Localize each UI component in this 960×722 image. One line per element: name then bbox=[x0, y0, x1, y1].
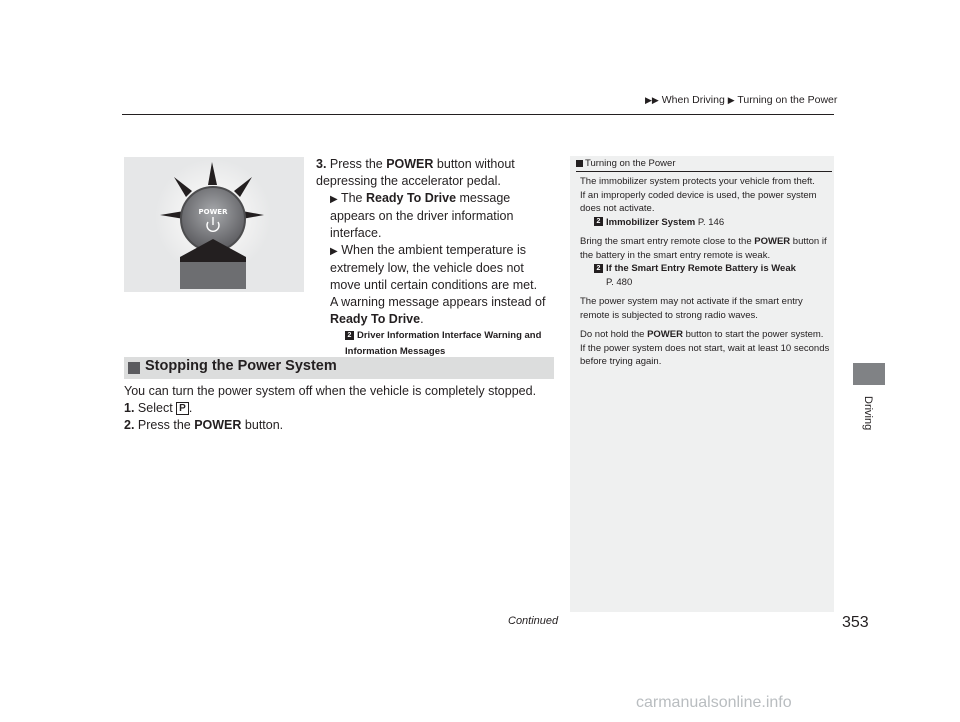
bullet-text: A warning message appears instead of bbox=[330, 295, 546, 309]
bullet-text: . bbox=[420, 312, 424, 326]
step-number: 3. bbox=[316, 157, 327, 171]
page-number: 353 bbox=[842, 614, 869, 631]
breadcrumb-arrow-icon: ▶ bbox=[727, 95, 735, 105]
step-3-text bbox=[316, 156, 556, 190]
reference-icon: 2 bbox=[594, 217, 603, 226]
illustration-power-label: POWER bbox=[198, 208, 228, 216]
step-text: button. bbox=[241, 418, 284, 432]
note-panel bbox=[570, 156, 834, 612]
note-reference[interactable] bbox=[580, 216, 830, 230]
step-text: Select bbox=[137, 401, 177, 415]
reference-icon: 2 bbox=[594, 264, 603, 273]
note-rule bbox=[576, 171, 832, 172]
note-text: button if the battery in the smart entry remote is weak. bbox=[580, 236, 827, 261]
step-number: 2. bbox=[124, 418, 135, 432]
stop-step-1 bbox=[124, 400, 554, 417]
breadcrumb-arrow-icon: ▶▶ bbox=[645, 95, 659, 105]
step-3-bullet-2 bbox=[316, 242, 556, 328]
continued-label: Continued bbox=[508, 615, 559, 627]
step-3-bullet-1 bbox=[316, 190, 556, 242]
step-text: button without depressing the accelerator pedal. bbox=[316, 157, 515, 188]
header-rule bbox=[122, 114, 834, 115]
bullet-arrow-icon: ▶ bbox=[330, 194, 338, 205]
breadcrumb-item[interactable]: When Driving bbox=[661, 94, 725, 106]
section-title: Stopping the Power System bbox=[145, 358, 337, 374]
ready-to-drive-keyword: Ready To Drive bbox=[330, 312, 421, 326]
bullet-text: The bbox=[340, 191, 366, 205]
power-keyword: POWER bbox=[194, 418, 242, 432]
note-paragraph: The power system may not activate if the smart entry remote is subjected to strong radio waves. bbox=[580, 296, 803, 321]
step-3 bbox=[316, 156, 556, 376]
intro-text: You can turn the power system off when the vehicle is completely stopped. bbox=[124, 384, 537, 398]
reference-icon: 2 bbox=[345, 331, 354, 340]
power-keyword: POWER bbox=[386, 157, 434, 171]
note-paragraph: If an improperly coded device is used, the power system does not activate. bbox=[580, 189, 817, 214]
reference-title[interactable]: Immobilizer System bbox=[606, 216, 696, 228]
bullet-text: message appears on the driver information interface. bbox=[330, 191, 514, 240]
reference-title[interactable]: If the Smart Entry Remote Battery is Weak bbox=[606, 263, 796, 274]
breadcrumb-item[interactable]: Turning on the Power bbox=[737, 94, 838, 106]
note-title: Turning on the Power bbox=[585, 158, 676, 169]
power-keyword: POWER bbox=[647, 329, 683, 340]
reference-page: P. 480 bbox=[606, 276, 633, 288]
park-gear-icon: P bbox=[176, 402, 189, 415]
reference-page: P. 146 bbox=[695, 216, 725, 228]
note-text: button to start the power system. bbox=[682, 329, 824, 340]
side-tab-marker bbox=[853, 363, 885, 385]
note-paragraph: The immobilizer system protects your vehicle from theft. bbox=[580, 176, 815, 187]
step-text: . bbox=[188, 401, 193, 415]
breadcrumb bbox=[645, 94, 837, 106]
note-text: Bring the smart entry remote close to the bbox=[580, 236, 755, 247]
bullet-text: When the ambient temperature is extremely low, the vehicle does not move until certain conditions are met. bbox=[330, 243, 538, 292]
ready-to-drive-keyword: Ready To Drive bbox=[365, 191, 457, 205]
section-square-icon bbox=[128, 362, 140, 374]
power-button-illustration bbox=[124, 157, 304, 292]
power-button-icon bbox=[124, 157, 304, 292]
power-keyword: POWER bbox=[754, 236, 791, 247]
note-reference[interactable] bbox=[580, 262, 830, 276]
note-paragraph bbox=[580, 328, 830, 342]
section-header bbox=[124, 357, 554, 379]
note-marker-icon bbox=[576, 160, 583, 167]
note-body bbox=[580, 175, 830, 369]
stopping-instructions bbox=[124, 383, 554, 434]
reference-title[interactable]: Driver Information Interface Warning and Information Messages bbox=[345, 330, 542, 357]
note-text: Do not hold the bbox=[580, 329, 648, 340]
side-tab-label: Driving bbox=[862, 396, 874, 431]
step-text: Press the bbox=[329, 157, 387, 171]
step-number: 1. bbox=[124, 401, 135, 415]
note-paragraph bbox=[580, 235, 830, 262]
bullet-arrow-icon: ▶ bbox=[330, 246, 338, 257]
watermark: carmanualsonline.info bbox=[636, 694, 792, 711]
note-header bbox=[576, 158, 675, 169]
note-paragraph: If the power system does not start, wait at least 10 seconds before trying again. bbox=[580, 342, 830, 367]
stop-step-2 bbox=[124, 417, 554, 434]
step-text: Press the bbox=[137, 418, 195, 432]
